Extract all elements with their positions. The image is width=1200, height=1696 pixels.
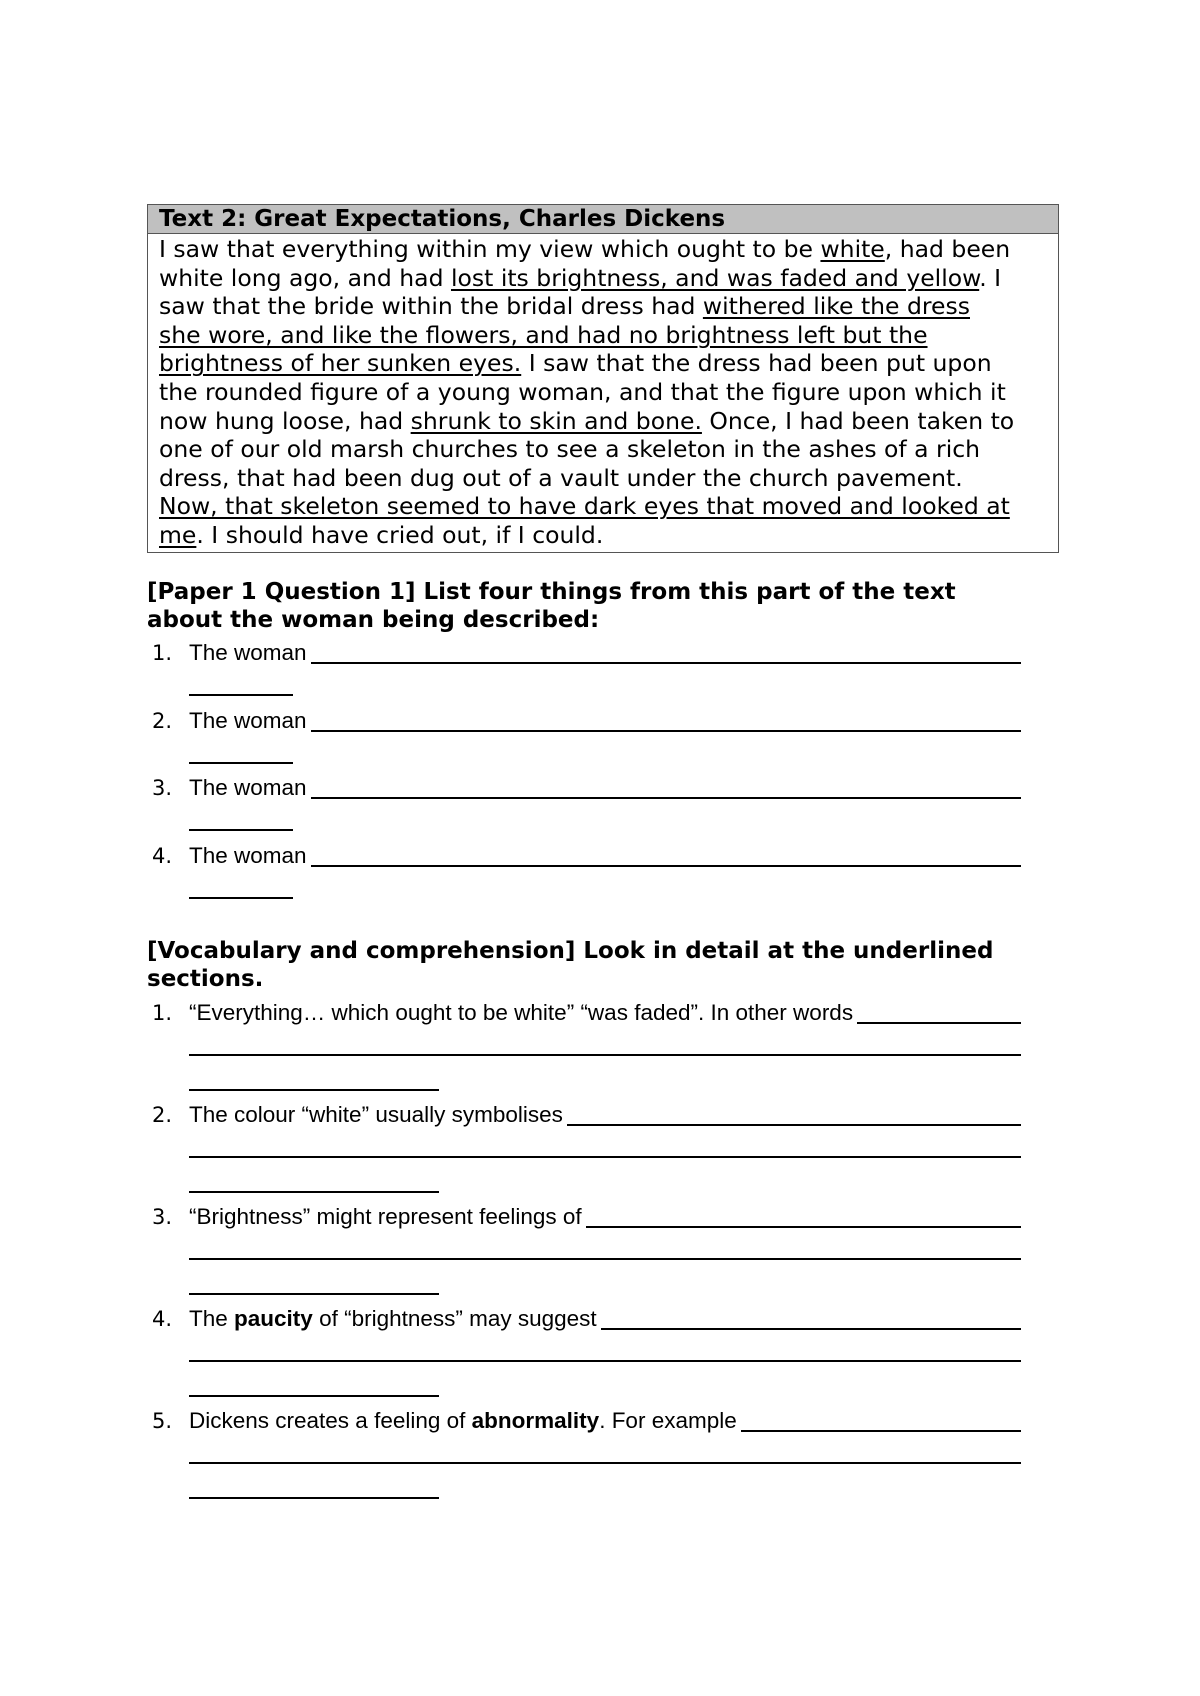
answer-line-continuation[interactable] bbox=[189, 1258, 1021, 1260]
passage-box bbox=[147, 204, 1059, 553]
answer-line[interactable] bbox=[601, 1327, 1021, 1330]
prompt-text: . For example bbox=[599, 1408, 737, 1433]
item-prompt bbox=[189, 998, 853, 1028]
answer-row bbox=[189, 994, 1021, 1028]
item-prompt: The woman bbox=[189, 775, 307, 800]
answer-row bbox=[189, 634, 1021, 668]
answer-row bbox=[189, 1300, 1021, 1334]
underlined-phrase: brightness of her sunken eyes. bbox=[159, 349, 522, 378]
underlined-phrase: lost its brightness, and was faded and yellow bbox=[450, 263, 980, 292]
answer-row bbox=[189, 769, 1021, 803]
answer-line[interactable] bbox=[311, 864, 1021, 867]
answer-line-continuation[interactable] bbox=[189, 1089, 439, 1091]
passage-line bbox=[159, 378, 1047, 407]
answer-line-continuation[interactable] bbox=[189, 1054, 1021, 1056]
item-prompt bbox=[189, 1202, 582, 1232]
passage-line bbox=[159, 235, 1047, 264]
answer-line-continuation[interactable] bbox=[189, 762, 293, 764]
item-number: 4. bbox=[152, 1307, 173, 1331]
passage-text: I saw that the dress had been put upon bbox=[521, 349, 992, 378]
answer-line[interactable] bbox=[311, 729, 1021, 732]
passage-text: the rounded figure of a young woman, and that the figure upon which it bbox=[159, 377, 1006, 406]
section2-heading bbox=[147, 937, 1087, 993]
passage-body bbox=[148, 234, 1058, 552]
item-prompt: The woman bbox=[189, 640, 307, 665]
section2-heading-line2: sections. bbox=[147, 966, 264, 992]
passage-text: . I should have cried out, if I could. bbox=[196, 520, 604, 549]
underlined-phrase: me bbox=[159, 520, 197, 549]
section1-heading bbox=[147, 578, 1087, 634]
emphasised-word: paucity bbox=[234, 1306, 313, 1331]
answer-line[interactable] bbox=[311, 661, 1021, 664]
underlined-phrase: shrunk to skin and bone. bbox=[410, 406, 702, 435]
answer-line-continuation[interactable] bbox=[189, 1191, 439, 1193]
item-number: 2. bbox=[152, 1103, 173, 1127]
item-prompt: The woman bbox=[189, 708, 307, 733]
prompt-text: “Brightness” might represent feelings of bbox=[189, 1204, 582, 1229]
passage-text: . I bbox=[979, 263, 1002, 292]
passage-line bbox=[159, 321, 1047, 350]
passage-text: one of our old marsh churches to see a skeleton in the ashes of a rich bbox=[159, 435, 981, 464]
prompt-text: “Everything… which ought to be white” “was faded”. In other words bbox=[189, 1000, 854, 1025]
item-number: 1. bbox=[152, 1001, 173, 1025]
item-number: 3. bbox=[152, 1205, 173, 1229]
passage-text: dress, that had been dug out of a vault under the church pavement. bbox=[159, 463, 963, 492]
passage-text: saw that the bride within the bridal dress had bbox=[159, 292, 703, 321]
answer-line-continuation[interactable] bbox=[189, 1462, 1021, 1464]
answer-line[interactable] bbox=[741, 1429, 1021, 1432]
passage-line bbox=[159, 464, 1047, 493]
item-number: 1. bbox=[152, 641, 173, 665]
item-number: 2. bbox=[152, 709, 173, 733]
underlined-phrase: withered like the dress bbox=[702, 292, 970, 321]
passage-line bbox=[159, 349, 1047, 378]
answer-line-continuation[interactable] bbox=[189, 829, 293, 831]
passage-line bbox=[159, 292, 1047, 321]
answer-line-continuation[interactable] bbox=[189, 897, 293, 899]
answer-row bbox=[189, 1096, 1021, 1130]
passage-text: Once, I had been taken to bbox=[701, 406, 1015, 435]
prompt-text: The colour “white” usually symbolises bbox=[189, 1102, 563, 1127]
item-number: 4. bbox=[152, 844, 173, 868]
item-prompt bbox=[189, 1406, 737, 1436]
passage-line bbox=[159, 407, 1047, 436]
section1-heading-line1: [Paper 1 Question 1] List four things from this part of the text bbox=[147, 579, 956, 605]
answer-line-continuation[interactable] bbox=[189, 1497, 439, 1499]
answer-line-continuation[interactable] bbox=[189, 1293, 439, 1295]
underlined-phrase: white bbox=[820, 235, 885, 263]
passage-title: Text 2: Great Expectations, Charles Dickens bbox=[148, 205, 1058, 234]
answer-line[interactable] bbox=[311, 796, 1021, 799]
section2-heading-line1: [Vocabulary and comprehension] Look in detail at the underlined bbox=[147, 938, 994, 964]
prompt-text: Dickens creates a feeling of bbox=[189, 1408, 472, 1433]
item-prompt bbox=[189, 1100, 563, 1130]
prompt-text: of “brightness” may suggest bbox=[312, 1306, 597, 1331]
passage-text: white long ago, and had bbox=[159, 263, 451, 292]
item-number: 3. bbox=[152, 776, 173, 800]
answer-line[interactable] bbox=[857, 1021, 1021, 1024]
passage-text: I saw that everything within my view which ought to be bbox=[159, 235, 821, 263]
answer-row bbox=[189, 1198, 1021, 1232]
answer-line-continuation[interactable] bbox=[189, 1156, 1021, 1158]
underlined-phrase: she wore, and like the flowers, and had no brightness left but the bbox=[159, 320, 928, 349]
answer-row bbox=[189, 1402, 1021, 1436]
answer-line-continuation[interactable] bbox=[189, 1395, 439, 1397]
item-number: 5. bbox=[152, 1409, 173, 1433]
passage-line bbox=[159, 264, 1047, 293]
answer-line[interactable] bbox=[567, 1123, 1021, 1126]
emphasised-word: abnormality bbox=[471, 1408, 600, 1433]
answer-line-continuation[interactable] bbox=[189, 694, 293, 696]
underlined-phrase: Now, that skeleton seemed to have dark eyes that moved and looked at bbox=[159, 492, 1010, 521]
passage-line bbox=[159, 521, 1047, 550]
answer-line-continuation[interactable] bbox=[189, 1360, 1021, 1362]
passage-text: now hung loose, had bbox=[159, 406, 411, 435]
answer-line[interactable] bbox=[586, 1225, 1021, 1228]
item-prompt bbox=[189, 1304, 597, 1334]
answer-row bbox=[189, 837, 1021, 871]
passage-text: , had been bbox=[884, 235, 1011, 263]
prompt-text: The bbox=[189, 1306, 235, 1331]
passage-line bbox=[159, 492, 1047, 521]
answer-row bbox=[189, 702, 1021, 736]
section1-heading-line2: about the woman being described: bbox=[147, 607, 600, 633]
item-prompt: The woman bbox=[189, 843, 307, 868]
passage-line bbox=[159, 435, 1047, 464]
